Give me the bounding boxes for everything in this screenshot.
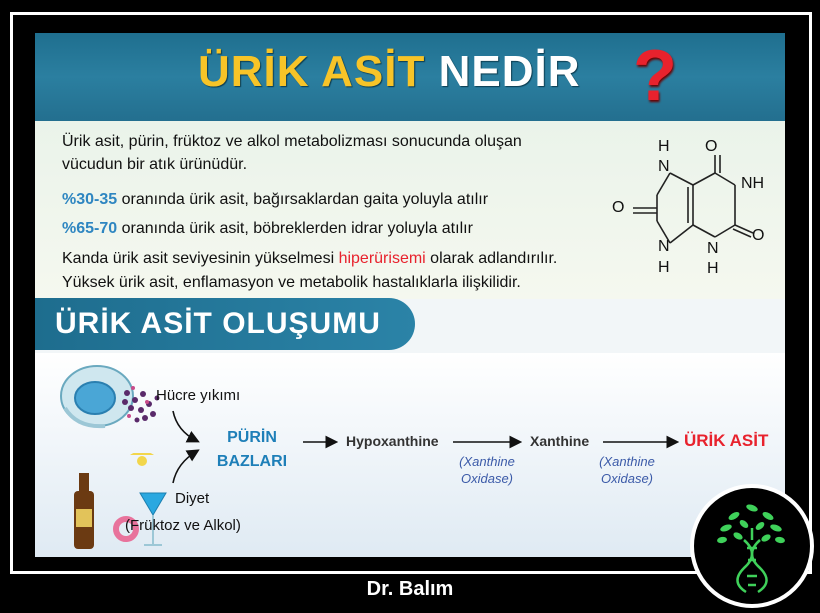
cell-breakdown-label: Hücre yıkımı	[156, 387, 241, 404]
purine-line-1: PÜRİN	[227, 429, 277, 446]
flow-arrows	[35, 33, 785, 557]
percent-urine-text: oranında ürik asit, böbreklerden idrar yoluyla atılır	[121, 220, 473, 237]
mol-n-top: N	[658, 158, 670, 175]
mol-h-top: H	[658, 138, 670, 155]
mol-o-right: O	[752, 227, 765, 244]
info-line-5-pre: Kanda ürik asit seviyesinin yükselmesi	[62, 250, 335, 267]
mol-o-top: O	[705, 138, 718, 155]
percent-urine: %65-70	[62, 220, 118, 237]
mol-n-bottom-right: N	[707, 240, 719, 257]
info-line-2: vücudun bir atık ürünüdür.	[62, 156, 248, 173]
dna-tree-icon	[694, 488, 810, 604]
title-part-1: ÜRİK ASİT	[198, 47, 426, 96]
purine-line-2: BAZLARI	[216, 453, 288, 470]
enzyme-1-line-1: (Xanthine	[459, 454, 515, 469]
percent-feces: %30-35	[62, 191, 118, 208]
info-line-1: Ürik asit, pürin, früktoz ve alkol metabolizması sonucunda oluşan	[62, 133, 522, 150]
purine-bases	[212, 426, 292, 474]
mol-h-bottom-left: H	[658, 259, 670, 276]
enzyme-2-line-1: (Xanthine	[599, 454, 655, 469]
mol-o-left: O	[612, 199, 625, 216]
info-line-6: Yüksek ürik asit, enflamasyon ve metabolik hastalıklarla ilişkilidir.	[62, 274, 521, 291]
hypoxanthine-node: Hypoxanthine	[346, 433, 439, 449]
question-mark-icon: ?	[633, 36, 677, 116]
section-title: ÜRİK ASİT OLUŞUMU	[55, 307, 381, 340]
mol-nh-right: NH	[741, 175, 765, 192]
title-part-2: NEDİR	[438, 47, 581, 96]
percent-feces-text: oranında ürik asit, bağırsaklardan gaita yoluyla atılır	[121, 191, 489, 208]
diet-sub-label: (Früktoz ve Alkol)	[125, 517, 241, 534]
mol-n-bottom-left: N	[658, 238, 670, 255]
author-credit: Dr. Balım	[366, 578, 454, 600]
infographic-panel	[35, 33, 785, 557]
info-line-5-post: olarak adlandırılır.	[430, 250, 558, 267]
logo	[690, 484, 814, 608]
uric-acid-result: ÜRİK ASİT	[684, 431, 769, 450]
enzyme-1-line-2: Oxidase)	[460, 471, 514, 486]
enzyme-2-line-2: Oxidase)	[600, 471, 654, 486]
diet-label: Diyet	[175, 490, 210, 507]
hyperuricemia-term: hiperürisemi	[338, 250, 426, 267]
enzyme-label-1	[447, 453, 527, 487]
xanthine-node: Xanthine	[530, 433, 590, 449]
enzyme-label-2	[587, 453, 667, 487]
mol-h-bottom-right: H	[707, 260, 719, 277]
